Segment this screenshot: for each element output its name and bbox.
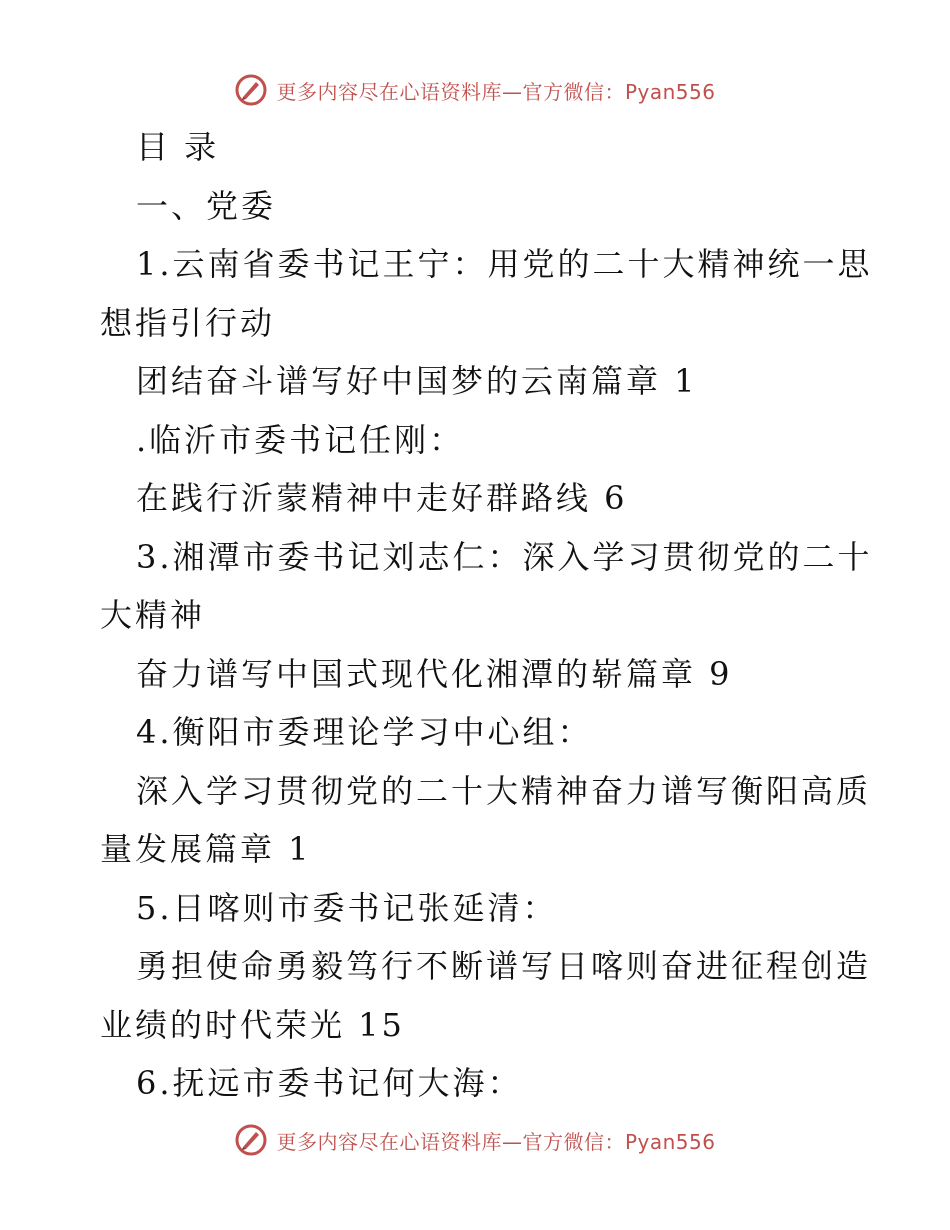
toc-line: 3.湘潭市委书记刘志仁：深入学习贯彻党的二十 xyxy=(136,537,873,576)
toc-line: 量发展篇章 1 xyxy=(100,830,312,868)
toc-line: 4.衡阳市委理论学习中心组： xyxy=(136,713,593,751)
toc-line: 业绩的时代荣光 15 xyxy=(100,1005,405,1044)
watermark-text: 更多内容尽在心语资料库—官方微信：Pyan556 xyxy=(276,1129,716,1154)
toc-line: 目 录 xyxy=(136,128,220,166)
quill-logo-icon xyxy=(234,1123,268,1157)
toc-line: 一、党委 xyxy=(136,186,277,225)
toc-line: 5.日喀则市委书记张延清： xyxy=(136,888,558,927)
watermark-footer xyxy=(0,1120,950,1160)
quill-logo-icon xyxy=(234,73,268,107)
toc-line: 6.抚远市委书记何大海： xyxy=(136,1064,523,1102)
toc-line: 在践行沂蒙精神中走好群路线 6 xyxy=(136,479,628,517)
toc-line: 奋力谱写中国式现代化湘潭的崭篇章 9 xyxy=(136,654,733,693)
toc-content xyxy=(100,118,873,1113)
toc-line: 深入学习贯彻党的二十大精神奋力谱写衡阳高质 xyxy=(136,771,872,810)
toc-line: 大精神 xyxy=(100,596,206,634)
watermark-header xyxy=(0,70,950,110)
toc-line: .临沂市委书记任刚： xyxy=(136,420,465,459)
toc-line: 勇担使命勇毅笃行不断谱写日喀则奋进征程创造 xyxy=(136,947,872,985)
toc-line: 1.云南省委书记王宁：用党的二十大精神统一思 xyxy=(136,245,873,283)
watermark-text: 更多内容尽在心语资料库—官方微信：Pyan556 xyxy=(276,79,716,104)
toc-line: 团结奋斗谱写好中国梦的云南篇章 1 xyxy=(136,362,698,400)
toc-line: 想指引行动 xyxy=(100,303,276,342)
